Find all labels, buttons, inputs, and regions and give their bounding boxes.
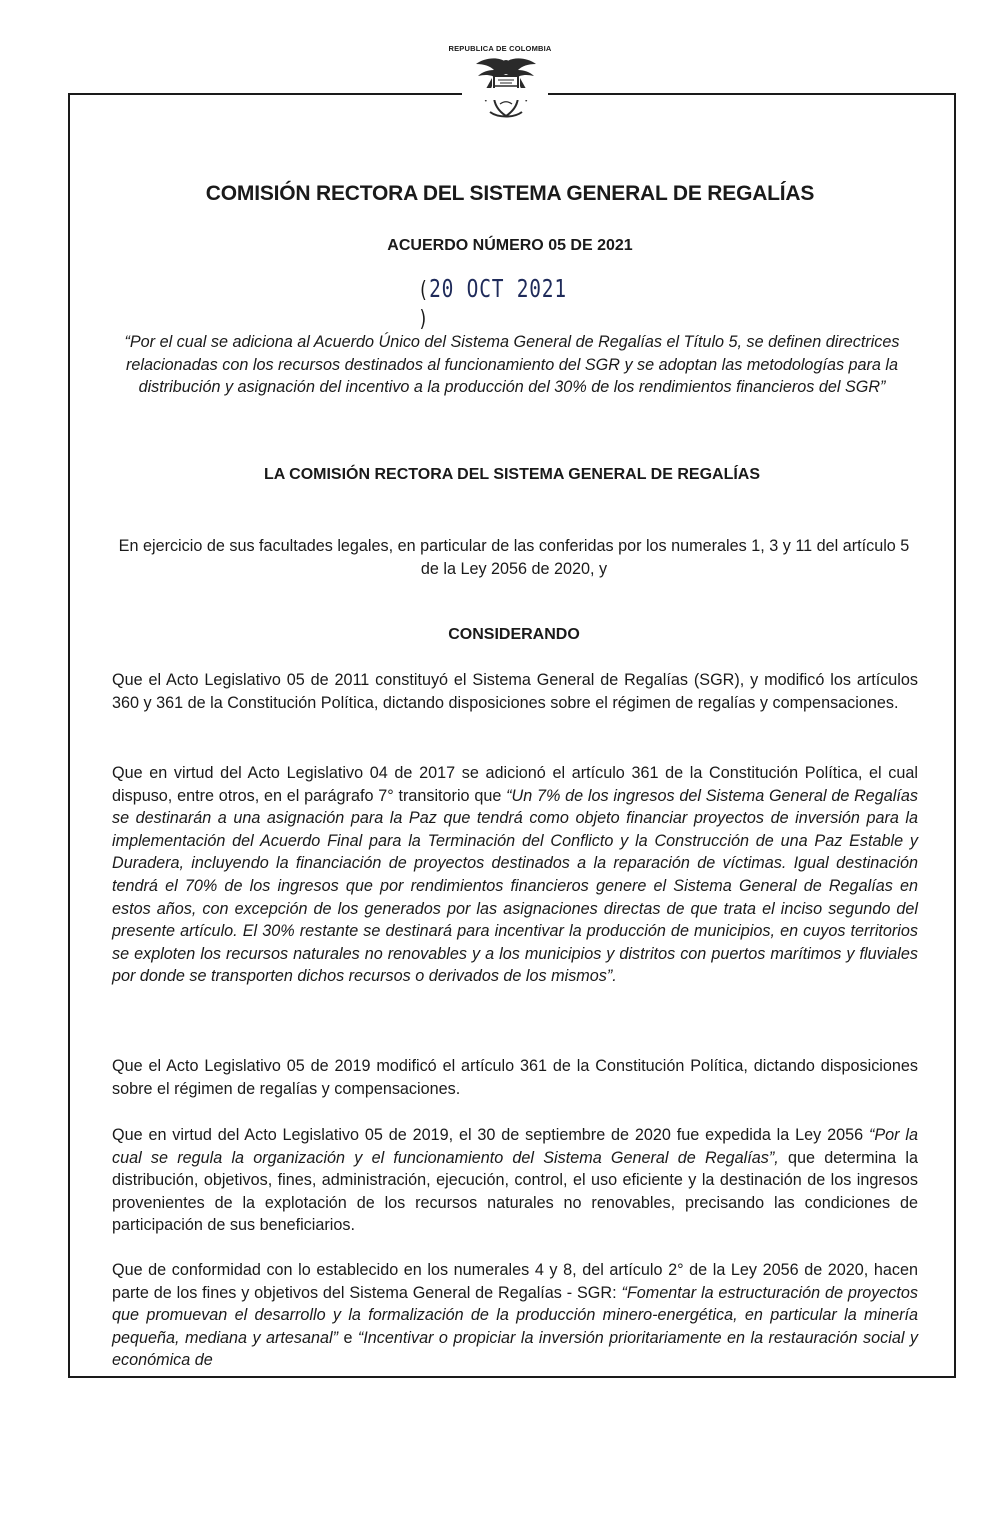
agreement-subject: “Por el cual se adiciona al Acuerdo Único del Sistema General de Regalías el Título 5, se definen directrices relacionadas con los recursos destinados al funcionamiento del SGR y se adoptan las metodologías para la distribución y asignación del incentivo a la producción del 30% de los rendimientos financieros del SGR” <box>124 333 900 396</box>
paragraph-2-lead: Que en virtud del Acto Legislativo 04 de 2017 se adicionó el artículo 361 de la Constitución Política, el cual dispuso, entre otros, en el parágrafo 7° transitorio que <box>112 764 918 805</box>
paragraph-2-quote: “Un 7% de los ingresos del Sistema General de Regalías se destinarán a una asignación para la Paz que tendrá como objeto financiar proyectos de inversión para la implementación del Acuerdo Final para la Terminación del Conflicto y la Construcción de una Paz Estable y Duradera, incluyendo la financiación de proyectos destinados a la reparación de víctimas. Igual destinación tendrá el 70% de los ingresos que por rendimientos financieros genere el Sistema General de Regalías en estos años, con excepción de los generados por las asignaciones directas de que trata el inciso segundo del presente artículo. El 30% restante se destinará para incentivar la producción de municipios, en cuyos territorios se exploten los recursos naturales no renovables y a los municipios y distritos con puertos marítimos y fluviales por donde se transporten dichos recursos o derivados de los mismos”. <box>112 786 918 986</box>
agreement-number: ACUERDO NÚMERO 05 DE 2021 <box>387 237 633 254</box>
paragraph-5-quote-2: “Incentivar o propiciar la inversión prioritariamente en la restauración social y económica de <box>112 1328 918 1370</box>
legal-powers: En ejercicio de sus facultades legales, en particular de las conferidas por los numerales 1, 3 y 11 del artículo 5 de la Ley 2056 de 2020, y <box>118 537 910 578</box>
paragraph-4-tail: que determina la distribución, objetivos, fines, administración, ejecución, control, el uso eficiente y la destinación de los ingresos provenientes de la explotación de los recursos naturales no renovables, precisando las condiciones de participación de sus beneficiarios. <box>112 1148 918 1235</box>
date-stamp-text: 20 OCT 2021 <box>429 274 567 303</box>
paragraph-2 <box>112 762 918 988</box>
paragraph-4-lead: Que en virtud del Acto Legislativo 05 de 2019, el 30 de septiembre de 2020 fue expedida la Ley 2056 <box>112 1126 869 1144</box>
document-title: COMISIÓN RECTORA DEL SISTEMA GENERAL DE REGALÍAS <box>205 182 815 205</box>
republic-label: REPUBLICA DE COLOMBIA <box>448 44 552 53</box>
date-stamp: (20 OCT 2021 ) <box>418 274 567 332</box>
paragraph-5-lead: Que de conformidad con lo establecido en los numerales 4 y 8, del artículo 2° de la Ley 2056 de 2020, hacen parte de los fines y objetivos del Sistema General de Regalías - SGR: <box>112 1261 918 1302</box>
paragraph-4 <box>112 1124 918 1237</box>
frame-gap <box>462 88 548 100</box>
commission-heading: LA COMISIÓN RECTORA DEL SISTEMA GENERAL DE REGALÍAS <box>263 466 761 483</box>
paragraph-5 <box>112 1259 918 1372</box>
considering-heading: CONSIDERANDO <box>448 626 580 643</box>
paragraph-5-mid: e <box>338 1328 358 1347</box>
paragraph-1: Que el Acto Legislativo 05 de 2011 constituyó el Sistema General de Regalías (SGR), y modificó los artículos 360 y 361 de la Constitución Política, dictando disposiciones sobre el régimen de regalías y compensaciones. <box>112 671 918 712</box>
paragraph-4-quote: “Por la cual se regula la organización y el funcionamiento del Sistema General de Regalías”, <box>112 1126 918 1167</box>
paragraph-3: Que el Acto Legislativo 05 de 2019 modificó el artículo 361 de la Constitución Política, dictando disposiciones sobre el régimen de regalías y compensaciones. <box>112 1057 918 1098</box>
paragraph-5-quote-1: “Fomentar la estructuración de proyectos que promuevan el desarrollo y la formalización de la producción minero-energética, en particular la minería pequeña, mediana y artesanal” <box>112 1283 919 1347</box>
